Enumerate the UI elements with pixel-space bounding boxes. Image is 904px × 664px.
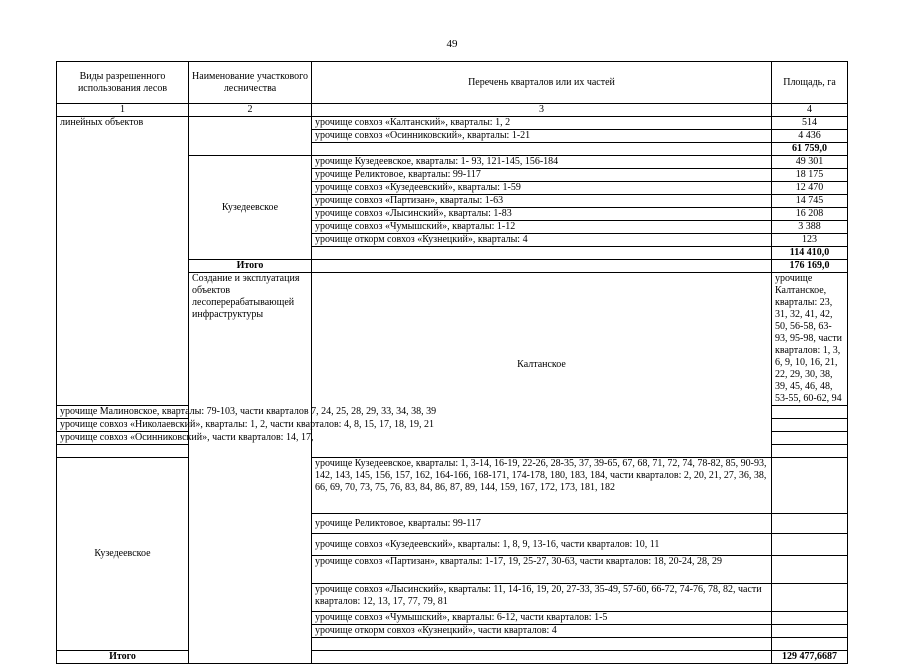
header-forestry: Наименование участкового лесничества (189, 62, 312, 104)
quarters-cell: урочище Кузедеевское, кварталы: 1, 3-14, 16-19, 22-26, 28-35, 37, 39-65, 67, 68, 71, 72, 74, 78-82, 85, 90-93, 142, 143, 145, 156, 157, 162, 164-166, 168-171, 174-178, 180, 183, 184, части кварталов: 2, 20, 21, 27, 36, 38, 66, 69, 70, 73, 75, 76, 83, 84, 86, 87, 89, 144, 159, 167, 172, 173, 181, 182 (312, 458, 772, 514)
area-cell (772, 458, 848, 514)
total-area: 176 169,0 (772, 260, 848, 273)
total-area: 129 477,6687 (772, 651, 848, 664)
area-cell (772, 419, 848, 432)
quarters-cell: урочище откорм совхоз «Кузнецкий», кварталы: 4 (312, 234, 772, 247)
quarters-cell: урочище совхоз «Партизан», кварталы: 1-17, 19, 25-27, 30-63, части кварталов: 18, 20-24, 28, 29 (312, 556, 772, 584)
area-cell (772, 514, 848, 534)
quarters-cell: урочище совхоз «Николаевский», кварталы: 1, 2, части кварталов: 4, 8, 15, 17, 18, 19, 21 (57, 419, 189, 432)
quarters-cell: урочище Малиновское, кварталы: 79-103, части кварталов 7, 24, 25, 28, 29, 33, 34, 38, 39 (57, 406, 189, 419)
quarters-cell: урочище совхоз «Лысинский», кварталы: 11, 14-16, 19, 20, 27-33, 35-49, 57-60, 66-72, 74-76, 78, 82, части кварталов: 12, 13, 17, 77, 79, 81 (312, 584, 772, 612)
area-cell: 12 470 (772, 182, 848, 195)
quarters-cell: урочище совхоз «Кузедеевский», кварталы: 1, 8, 9, 13-16, части кварталов: 10, 11 (312, 534, 772, 556)
quarters-cell (312, 143, 772, 156)
quarters-cell (312, 651, 772, 664)
forestry-cell: Калтанское (312, 273, 772, 458)
use-type-cell: Создание и эксплуатация объектов лесоперерабатывающей инфраструктуры (189, 273, 312, 664)
col-number: 4 (772, 104, 848, 117)
quarters-cell: урочище совхоз «Осинниковский», части кварталов: 14, 17, (57, 432, 189, 445)
use-type-cell: линейных объектов (57, 117, 189, 406)
area-cell: 14 745 (772, 195, 848, 208)
page-number: 49 (446, 38, 458, 50)
forestry-cell (189, 117, 312, 156)
quarters-cell (312, 260, 772, 273)
forestry-cell: Кузедеевское (189, 156, 312, 260)
quarters-cell: урочище совхоз «Калтанский», кварталы: 1, 2 (312, 117, 772, 130)
area-cell (772, 432, 848, 445)
area-cell: 3 388 (772, 221, 848, 234)
header-use-type: Виды разрешенного использования лесов (57, 62, 189, 104)
quarters-cell: урочище совхоз «Чумышский», кварталы: 6-12, части кварталов: 1-5 (312, 612, 772, 625)
area-cell: 4 436 (772, 130, 848, 143)
quarters-cell: урочище совхоз «Партизан», кварталы: 1-63 (312, 195, 772, 208)
area-cell (772, 406, 848, 419)
area-cell: 123 (772, 234, 848, 247)
quarters-cell: урочище совхоз «Лысинский», кварталы: 1-83 (312, 208, 772, 221)
quarters-cell: урочище откорм совхоз «Кузнецкий», части кварталов: 4 (312, 625, 772, 638)
forest-use-table (56, 61, 848, 664)
table-row (57, 117, 848, 130)
header-area: Площадь, га (772, 62, 848, 104)
quarters-cell (312, 638, 772, 651)
area-cell (772, 584, 848, 612)
column-numbers-row (57, 104, 848, 117)
table-row (57, 458, 848, 514)
quarters-cell (312, 247, 772, 260)
quarters-cell: урочище совхоз «Осинниковский», кварталы: 1-21 (312, 130, 772, 143)
quarters-cell: урочище Реликтовое, кварталы: 99-117 (312, 169, 772, 182)
area-cell: 49 301 (772, 156, 848, 169)
area-cell (772, 534, 848, 556)
area-cell (772, 445, 848, 458)
header-quarters: Перечень кварталов или их частей (312, 62, 772, 104)
forestry-cell: Кузедеевское (57, 458, 189, 651)
quarters-cell (57, 445, 189, 458)
quarters-cell: урочище Реликтовое, кварталы: 99-117 (312, 514, 772, 534)
quarters-cell: урочище Калтанское, кварталы: 23, 31, 32, 41, 42, 50, 56-58, 63-93, 95-98, части кварталов: 1, 3, 6, 9, 10, 16, 21, 22, 29, 30, 38, 39, 45, 46, 48, 53-55, 60-62, 94 (772, 273, 848, 406)
header-row (57, 62, 848, 104)
quarters-cell: урочище совхоз «Чумышский», кварталы: 1-12 (312, 221, 772, 234)
total-row (57, 651, 848, 664)
area-cell: 514 (772, 117, 848, 130)
quarters-cell: урочище Кузедеевское, кварталы: 1- 93, 121-145, 156-184 (312, 156, 772, 169)
subtotal-area: 114 410,0 (772, 247, 848, 260)
col-number: 3 (312, 104, 772, 117)
area-cell (772, 625, 848, 638)
col-number: 2 (189, 104, 312, 117)
area-cell (772, 556, 848, 584)
area-cell (772, 638, 848, 651)
total-label: Итого (189, 260, 312, 273)
area-cell: 18 175 (772, 169, 848, 182)
quarters-cell: урочище совхоз «Кузедеевский», кварталы: 1-59 (312, 182, 772, 195)
total-label: Итого (57, 651, 189, 664)
subtotal-area: 61 759,0 (772, 143, 848, 156)
col-number: 1 (57, 104, 189, 117)
area-cell: 16 208 (772, 208, 848, 221)
area-cell (772, 612, 848, 625)
